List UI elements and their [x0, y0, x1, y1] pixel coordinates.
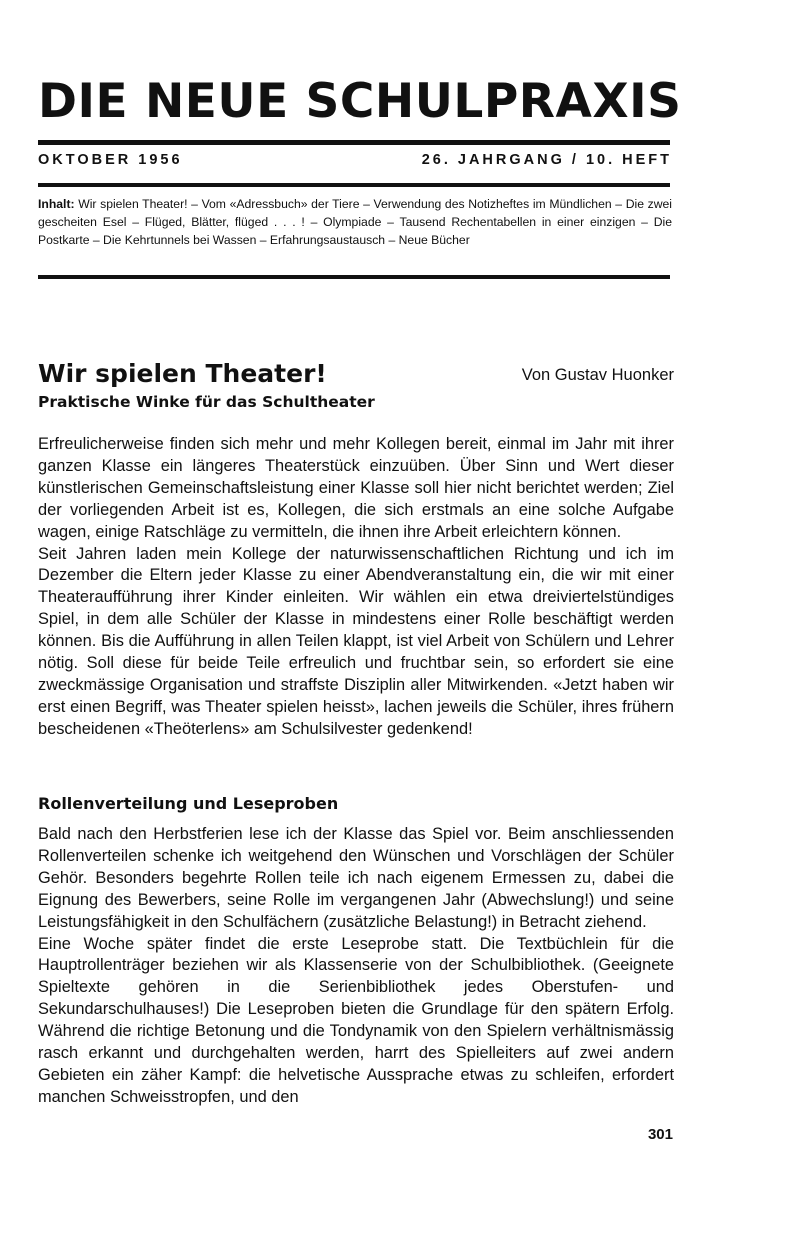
contents-label: Inhalt:	[38, 197, 75, 211]
article-intro	[38, 434, 674, 741]
article-author: Von Gustav Huonker	[521, 366, 674, 384]
contents-text: Wir spielen Theater! – Vom «Adressbuch» der Tiere – Verwendung des Notizheftes im Mündlichen – Die zwei gescheiten Esel – Flüged, Blätter, flüged . . . ! – Olympiade – Tausend Rechentabellen in einer einzigen – Die Postkarte – Die Kehrtunnels bei Wassen – Erfahrungsaustausch – Neue Bücher	[38, 197, 672, 247]
rule-top	[38, 140, 670, 145]
rule-bottom	[38, 275, 670, 279]
section-body	[38, 824, 674, 1109]
paragraph: Bald nach den Herbstferien lese ich der Klasse das Spiel vor. Beim anschliessenden Rollenverteilen schenke ich weitgehend den Wünschen und Vorschlägen der Schüler Gehör. Besonders begehrte Rollen teile ich nach eigenem Ermessen zu, dabei die Eignung des Bewerbers, seine Rolle im vergangenen Jahr (Abwechslung!) und seine Leistungsfähigkeit in den Schulfächern (zusätzliche Belastung!) in Betracht ziehend.	[38, 825, 674, 931]
paragraph: Eine Woche später findet die erste Leseprobe statt. Die Textbüchlein für die Hauptrollenträger beziehen wir als Klassenserie von der Schulbibliothek. (Geeignete Spieltexte gehören in die Serienbibliothek jedes Oberstufen- und Sekundarschulhauses!) Die Leseproben bieten die Grundlage für den spätern Erfolg. Während die richtige Betonung und die Tondynamik von den Spielern verhältnismässig rasch erkannt und durchgehalten werden, harrt des Spielleiters auf zwei andern Gebieten ein zäher Kampf: die helvetische Aussprache etwas zu schleifen, erfordert manchen Schweisstropfen, und den	[38, 934, 674, 1106]
rule-middle	[38, 183, 670, 187]
masthead-title: DIE NEUE SCHULPRAXIS	[38, 74, 682, 129]
page-number: 301	[647, 1126, 673, 1143]
section-heading: Rollenverteilung und Leseproben	[38, 794, 339, 813]
paragraph: Erfreulicherweise finden sich mehr und mehr Kollegen bereit, einmal im Jahr mit ihrer ganzen Klasse ein längeres Theaterstück einzuüben. Über Sinn und Wert dieser künstlerischen Gemeinschaftsleistung einer Klasse soll hier nicht berichtet werden; Ziel der vorliegenden Arbeit ist es, Kollegen, die sich erstmals an eine solche Aufgabe wagen, einige Ratschläge zu vermitteln, die ihnen ihre Arbeit erleichtern können.	[38, 435, 674, 541]
paragraph: Seit Jahren laden mein Kollege der naturwissenschaftlichen Richtung und ich im Dezember die Eltern jeder Klasse zu einer Abendveranstaltung ein, die wir mit einer Theateraufführung ihrer Kinder einleiten. Wir wählen ein etwa dreiviertelstündiges Spiel, in dem alle Schüler der Klasse in mindestens einer Rolle beschäftigt werden können. Bis die Aufführung in allen Teilen klappt, ist viel Arbeit von Schülern und Lehrer nötig. Soll diese für beide Teile erfreulich und fruchtbar sein, so erfordert sie eine zweckmässige Organisation und straffste Disziplin aller Mitwirkenden. «Jetzt haben wir erst einen Begriff, was Theater spielen heisst», lachen jeweils die Schüler, ihres frühern bescheidenen «Theöterlens» am Schulsilvester gedenkend!	[38, 544, 674, 738]
article-title: Wir spielen Theater!	[38, 359, 327, 388]
table-of-contents	[38, 195, 672, 249]
issue-date: OKTOBER 1956	[38, 152, 183, 168]
issue-volume: 26. JAHRGANG / 10. HEFT	[421, 152, 672, 168]
article-subtitle: Praktische Winke für das Schultheater	[38, 393, 375, 411]
